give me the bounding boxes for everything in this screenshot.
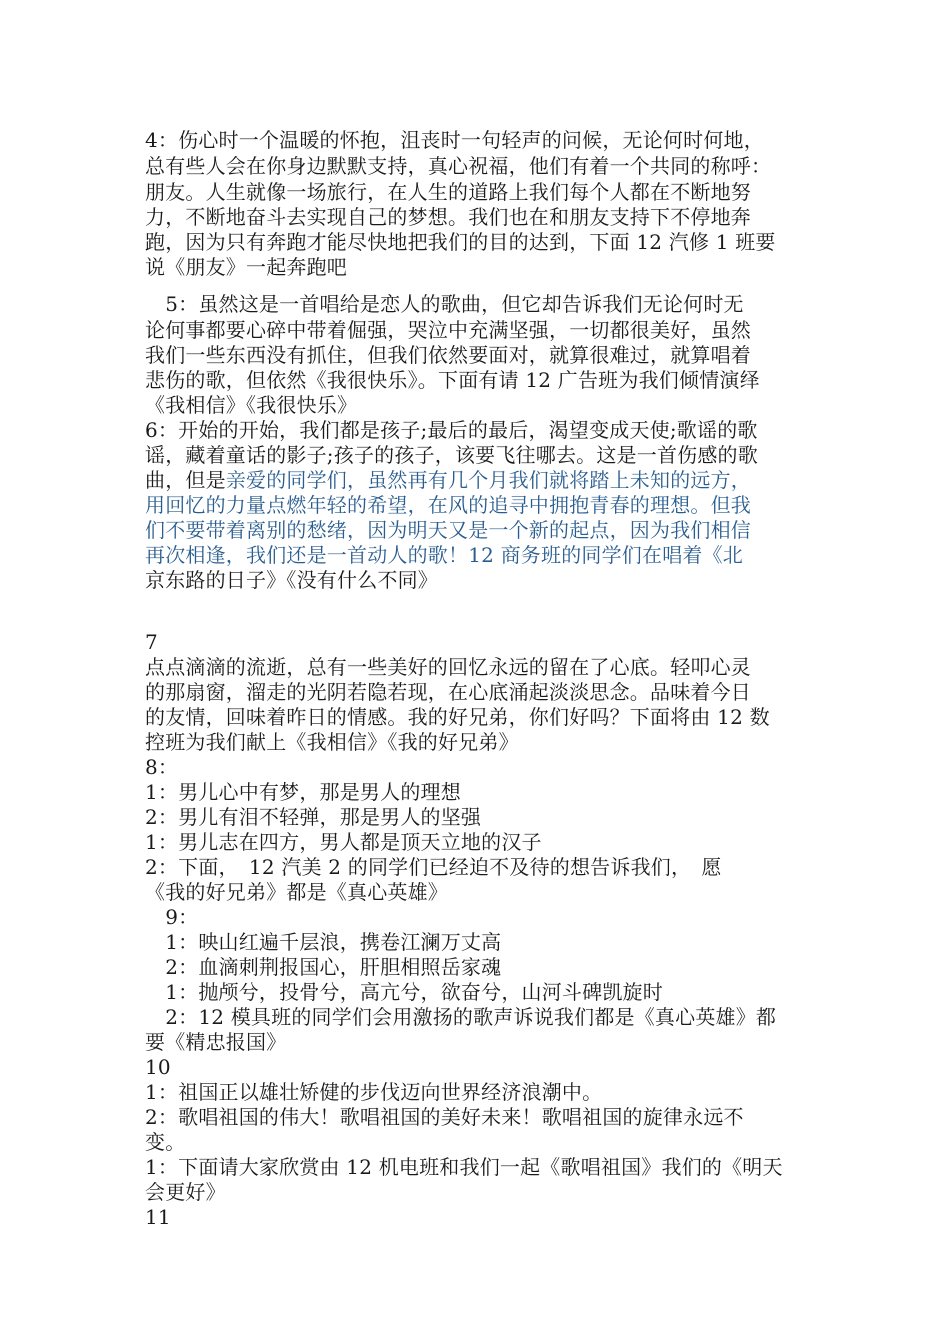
highlighted-text-span: 亲爱的同学们，虽然再有几个月我们就将踏上未知的远方，	[225, 468, 752, 492]
text-line: 1：男儿心中有梦，那是男人的理想	[145, 780, 461, 804]
text-line: 的那扇窗，溜走的光阴若隐若现，在心底涌起淡淡思念。品味着今日	[145, 680, 751, 704]
text-line	[145, 468, 751, 492]
text-line: 2：下面， 12 汽美 2 的同学们已经迫不及待的想告诉我们， 愿	[145, 855, 722, 879]
text-line: 1：男儿志在四方，男人都是顶天立地的汉子	[145, 830, 542, 854]
section-number: 9：	[145, 905, 199, 929]
text-line: 1：抛颅兮，投骨兮，高亢兮，欲奋兮，山河斗碑凯旋时	[145, 980, 663, 1004]
text-line: 2：男儿有泪不轻弹，那是男人的坚强	[145, 805, 482, 829]
text-line: 总有些人会在你身边默默支持，真心祝福，他们有着一个共同的称呼：	[145, 154, 772, 178]
text-line: 朋友。人生就像一场旅行，在人生的道路上我们每个人都在不断地努	[145, 180, 751, 204]
text-line: 谣，藏着童话的影子;孩子的孩子，该要飞往哪去。这是一首伤感的歌	[145, 443, 758, 467]
text-line: 2：血滴刺荆报国心，肝胆相照岳家魂	[145, 955, 502, 979]
text-line: 的友情，回味着昨日的情感。我的好兄弟，你们好吗？下面将由 12 数	[145, 705, 770, 729]
text-line: 我们一些东西没有抓住，但我们依然要面对，就算很难过，就算唱着	[145, 343, 751, 367]
text-line: 4：伤心时一个温暖的怀抱，沮丧时一句轻声的问候，无论何时何地，	[145, 128, 764, 152]
text-line: 《我相信》《我很快乐》	[145, 393, 358, 417]
text-line: 点点滴滴的流逝，总有一些美好的回忆永远的留在了心底。轻叩心灵	[145, 655, 751, 679]
section-number: 11	[145, 1205, 171, 1229]
text-line: 再次相逢，我们还是一首动人的歌！12 商务班的同学们在唱着《北	[145, 543, 744, 567]
text-line: 说《朋友》一起奔跑吧	[145, 255, 347, 279]
text-line: 6：开始的开始，我们都是孩子;最后的最后，渴望变成天使;歌谣的歌	[145, 418, 758, 442]
text-line: 京东路的日子》《没有什么不同》	[145, 568, 438, 592]
text-line: 们不要带着离别的愁绪，因为明天又是一个新的起点，因为我们相信	[145, 518, 751, 542]
section-number: 8：	[145, 755, 179, 779]
text-line: 2：12 模具班的同学们会用激扬的歌声诉说我们都是《真心英雄》都	[145, 1005, 777, 1029]
text-line: 5：虽然这是一首唱给是恋人的歌曲，但它却告诉我们无论何时无	[145, 292, 744, 316]
section-number: 7	[145, 630, 158, 654]
text-line: 力，不断地奋斗去实现自己的梦想。我们也在和朋友支持下不停地奔	[145, 205, 751, 229]
text-line: 1：映山红遍千层浪，携卷江澜万丈高	[145, 930, 502, 954]
text-line: 1：祖国正以雄壮矫健的步伐迈向世界经济浪潮中。	[145, 1080, 603, 1104]
text-span: 曲，但是	[145, 468, 226, 492]
text-line: 变。	[145, 1130, 186, 1154]
text-line: 要《精忠报国》	[145, 1030, 287, 1054]
text-line: 2：歌唱祖国的伟大！歌唱祖国的美好未来！歌唱祖国的旋律永远不	[145, 1105, 744, 1129]
text-line: 会更好》	[145, 1180, 226, 1204]
text-line: 跑，因为只有奔跑才能尽快地把我们的目的达到，下面 12 汽修 1 班要	[145, 230, 776, 254]
text-line: 《我的好兄弟》都是《真心英雄》	[145, 880, 448, 904]
text-line: 论何事都要心碎中带着倔强，哭泣中充满坚强，一切都很美好，虽然	[145, 318, 751, 342]
text-line: 控班为我们献上《我相信》《我的好兄弟》	[145, 730, 519, 754]
text-line: 悲伤的歌，但依然《我很快乐》。下面有请 12 广告班为我们倾情演绎	[145, 368, 760, 392]
section-number: 10	[145, 1055, 171, 1079]
text-line: 用回忆的力量点燃年轻的希望，在风的追寻中拥抱青春的理想。但我	[145, 493, 751, 517]
text-line: 1：下面请大家欣赏由 12 机电班和我们一起《歌唱祖国》我们的《明天	[145, 1155, 783, 1179]
